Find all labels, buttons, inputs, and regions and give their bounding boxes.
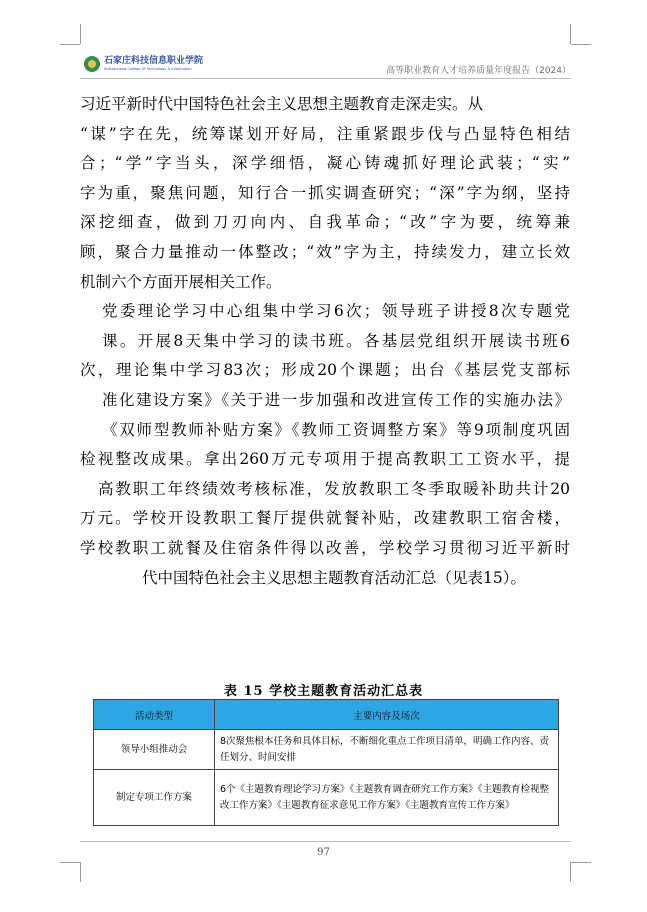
text-line: 合；“学”字当头，深学细悟，凝心铸魂抓好理论武装；“实” <box>80 154 570 173</box>
crop-mark-bottom-right-h <box>571 862 591 863</box>
table-row <box>94 770 559 826</box>
text-line: 字为重，聚焦问题，知行合一抓实调查研究；“深”字为纲，坚持 <box>80 183 570 202</box>
text-line: 代中国特色社会主义思想主题教育活动汇总（见表15）。 <box>142 568 526 587</box>
crop-mark-bottom-left-v <box>80 862 81 882</box>
text-line: 万元。学校开设教职工餐厅提供就餐补贴，改建教职工宿舍楼， <box>80 509 570 528</box>
college-logo <box>84 54 204 74</box>
text-line: 次，理论集中学习83次；形成20个课题；出台《基层党支部标 <box>80 361 570 380</box>
table-cell-content: 6个《主题教育理论学习方案》《主题教育调查研究工作方案》《主题教育检视整改工作方案》《主题教育征求意见工作方案》《主题教育宣传工作方案》 <box>215 770 559 826</box>
text-line: 顾，聚合力量推动一体整改；“效”字为主，持续发力，建立长效 <box>80 242 570 261</box>
body-text <box>80 90 570 593</box>
crop-mark-top-right-h <box>571 44 591 45</box>
table-row <box>94 730 559 770</box>
text-line: 《双师型教师补贴方案》《教师工资调整方案》等9项制度巩固 <box>102 420 570 439</box>
column-header-content: 主要内容及场次 <box>215 700 559 730</box>
text-line: 习近平新时代中国特色社会主义思想主题教育走深走实。从 <box>80 95 484 113</box>
header-divider <box>80 78 571 79</box>
crop-mark-bottom-right-v <box>570 862 571 882</box>
crop-mark-top-right-v <box>570 24 571 44</box>
table-cell-type: 制定专项工作方案 <box>94 770 215 826</box>
crop-mark-top-left-v <box>80 24 81 44</box>
crop-mark-top-left-h <box>60 44 80 45</box>
text-line: “谋”字在先，统筹谋划开好局，注重紧跟步伐与凸显特色相结 <box>80 124 570 143</box>
text-line: 党委理论学习中心组集中学习6次；领导班子讲授8次专题党 <box>102 302 570 321</box>
text-line: 机制六个方面开展相关工作。 <box>80 272 282 291</box>
college-emblem-icon <box>84 56 100 72</box>
page-number: 97 <box>317 847 330 858</box>
text-line: 检视整改成果。拿出260万元专项用于提高教职工工资水平，提 <box>80 450 570 469</box>
report-title: 高等职业教育人才培养质量年度报告（2024） <box>386 66 571 76</box>
table-caption: 表 15 学校主题教育活动汇总表 <box>223 684 424 699</box>
text-line: 学校教职工就餐及住宿条件得以改善，学校学习贯彻习近平新时 <box>80 538 570 557</box>
table-header-row <box>94 700 559 730</box>
activity-summary-table <box>93 699 559 826</box>
table-cell-content: 8次聚焦根本任务和具体目标，不断细化重点工作项目清单，明确工作内容、责任划分、时间安排 <box>215 730 559 770</box>
text-line: 课。开展8天集中学习的读书班。各基层党组织开展读书班6 <box>102 331 570 350</box>
logo-english-name: Shijiazhuang College Of Technology & Information <box>104 66 192 71</box>
text-line: 高教职工年终绩效考核标准，发放教职工冬季取暖补助共计20 <box>98 479 570 498</box>
column-header-type: 活动类型 <box>94 700 215 730</box>
table-cell-type: 领导小组推动会 <box>94 730 215 770</box>
crop-mark-bottom-left-h <box>60 862 80 863</box>
logo-chinese-name: 石家庄科技信息职业学院 <box>104 55 204 66</box>
text-line: 深挖细查，做到刀刃向内、自我革命；“改”字为要，统筹兼 <box>80 213 570 232</box>
text-line: 准化建设方案》《关于进一步加强和改进宣传工作的实施办法》 <box>102 390 570 409</box>
footer-divider <box>80 841 571 842</box>
